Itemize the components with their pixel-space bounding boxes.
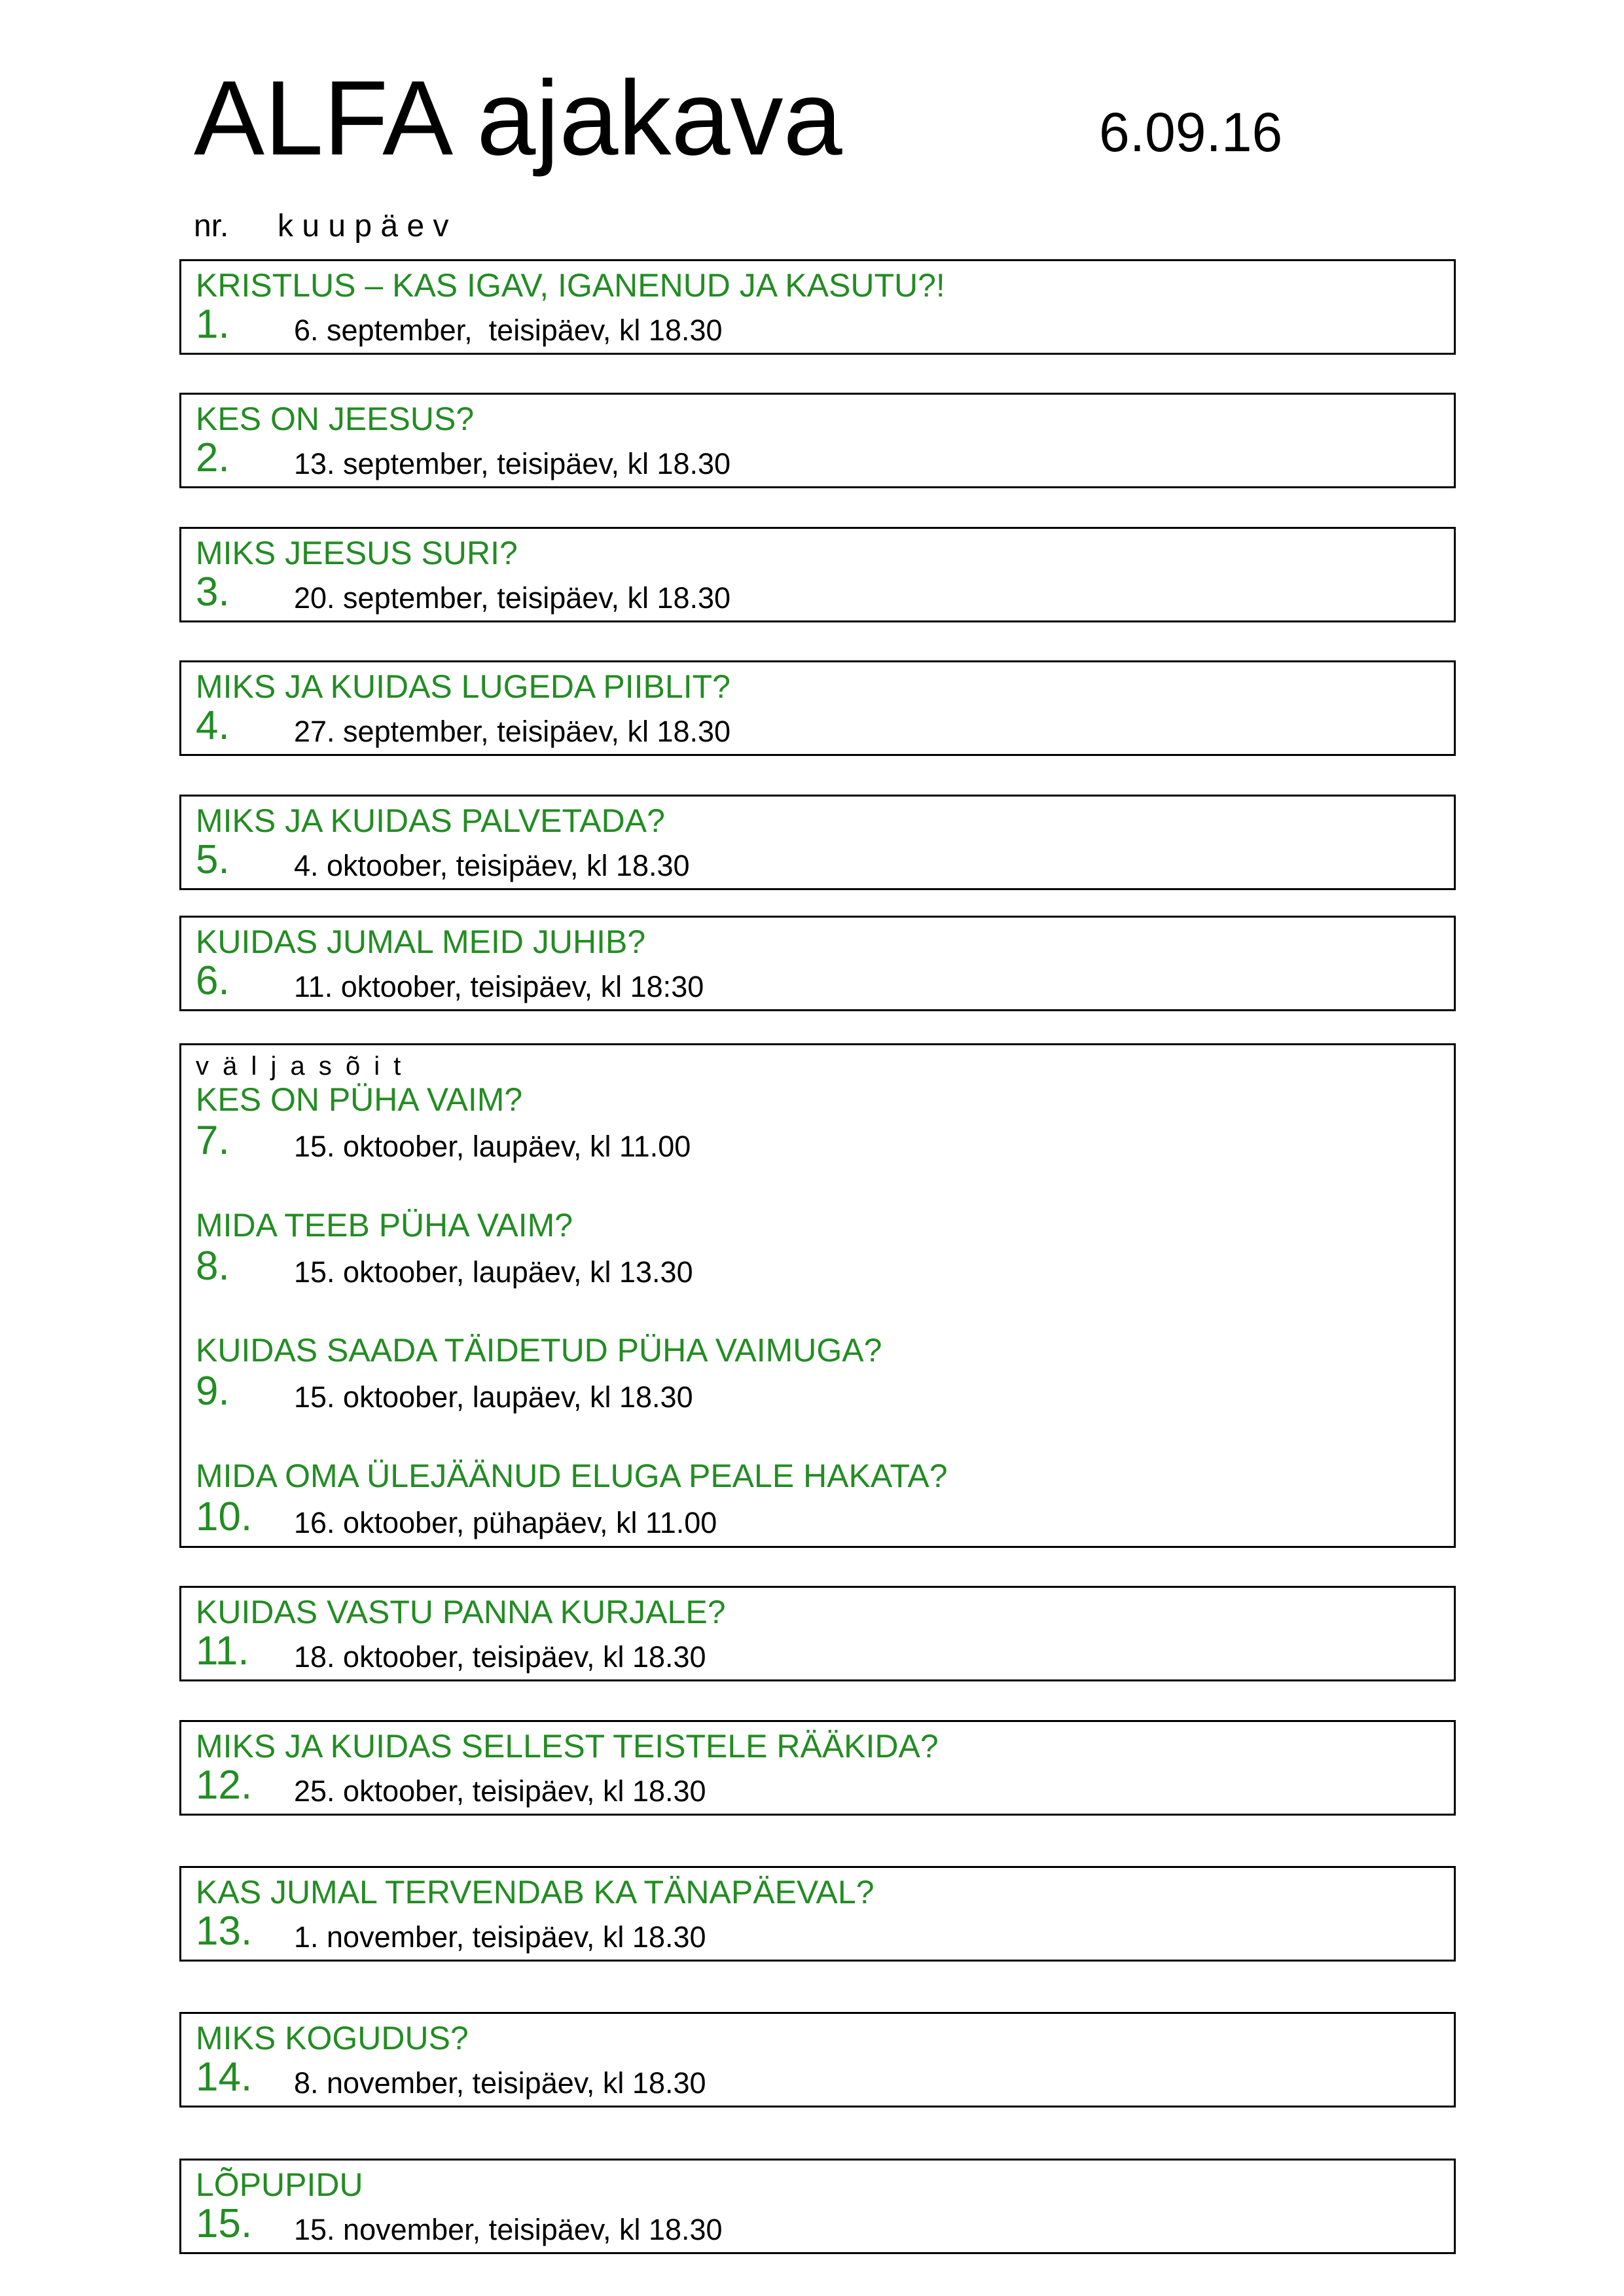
session-number: 11.	[196, 1628, 249, 1674]
session-topic: LÕPUPIDU	[196, 2166, 363, 2203]
session-topic: KUIDAS SAADA TÄIDETUD PÜHA VAIMUGA?	[196, 1332, 882, 1369]
session-datetime: 25. oktoober, teisipäev, kl 18.30	[294, 1774, 706, 1808]
document-date: 6.09.16	[1099, 101, 1283, 163]
session-topic: KES ON PÜHA VAIM?	[196, 1081, 523, 1118]
session-datetime: 6. september, teisipäev, kl 18.30	[294, 314, 723, 347]
session-box-13	[179, 1866, 1456, 1962]
session-number: 15.	[196, 2201, 253, 2246]
session-datetime: 16. oktoober, pühapäev, kl 11.00	[294, 1506, 717, 1539]
retreat-label: v ä l j a s õ i t	[196, 1052, 405, 1081]
session-box-3	[179, 527, 1456, 622]
session-number: 6.	[196, 958, 230, 1003]
session-number: 4.	[196, 703, 230, 748]
session-topic: MIKS JA KUIDAS SELLEST TEISTELE RÄÄKIDA?	[196, 1728, 939, 1765]
session-number: 10.	[196, 1494, 253, 1539]
session-number: 3.	[196, 569, 230, 615]
session-datetime: 15. november, teisipäev, kl 18.30	[294, 2213, 723, 2246]
session-box-14	[179, 2012, 1456, 2108]
session-box-4	[179, 660, 1456, 756]
session-topic: KES ON JEESUS?	[196, 401, 475, 437]
session-number: 8.	[196, 1244, 230, 1289]
session-datetime: 15. oktoober, laupäev, kl 18.30	[294, 1380, 693, 1414]
session-datetime: 27. september, teisipäev, kl 18.30	[294, 715, 731, 748]
session-box-6	[179, 916, 1456, 1011]
session-box-5	[179, 795, 1456, 890]
session-topic: KAS JUMAL TERVENDAB KA TÄNAPÄEVAL?	[196, 1874, 875, 1910]
session-box-2	[179, 393, 1456, 488]
session-number: 14.	[196, 2054, 253, 2100]
column-header-nr: nr.	[194, 209, 229, 243]
session-topic: MIKS KOGUDUS?	[196, 2020, 469, 2056]
session-topic: KUIDAS JUMAL MEID JUHIB?	[196, 924, 646, 960]
session-datetime: 15. oktoober, laupäev, kl 13.30	[294, 1255, 693, 1289]
session-datetime: 15. oktoober, laupäev, kl 11.00	[294, 1130, 691, 1163]
session-number: 2.	[196, 435, 230, 480]
session-datetime: 1. november, teisipäev, kl 18.30	[294, 1920, 706, 1954]
session-datetime: 8. november, teisipäev, kl 18.30	[294, 2066, 706, 2100]
session-box-15	[179, 2159, 1456, 2254]
session-datetime: 11. oktoober, teisipäev, kl 18:30	[294, 970, 704, 1003]
session-datetime: 20. september, teisipäev, kl 18.30	[294, 581, 731, 615]
session-number: 1.	[196, 302, 230, 347]
column-header-date: k u u p ä e v	[278, 209, 449, 243]
session-number: 9.	[196, 1369, 230, 1414]
session-box-1	[179, 259, 1456, 355]
session-topic: KRISTLUS – KAS IGAV, IGANENUD JA KASUTU?!	[196, 267, 945, 304]
session-topic: MIDA TEEB PÜHA VAIM?	[196, 1207, 573, 1244]
session-number: 5.	[196, 837, 230, 882]
session-box-12	[179, 1720, 1456, 1816]
session-box-11	[179, 1586, 1456, 1681]
session-datetime: 18. oktoober, teisipäev, kl 18.30	[294, 1640, 706, 1674]
session-topic: MIKS JA KUIDAS LUGEDA PIIBLIT?	[196, 668, 731, 705]
session-number: 12.	[196, 1763, 253, 1808]
session-topic: KUIDAS VASTU PANNA KURJALE?	[196, 1594, 726, 1630]
retreat-box	[179, 1043, 1456, 1548]
session-datetime: 13. september, teisipäev, kl 18.30	[294, 447, 731, 480]
session-datetime: 4. oktoober, teisipäev, kl 18.30	[294, 849, 690, 882]
session-topic: MIKS JA KUIDAS PALVETADA?	[196, 802, 665, 839]
session-topic: MIDA OMA ÜLEJÄÄNUD ELUGA PEALE HAKATA?	[196, 1458, 948, 1494]
session-topic: MIKS JEESUS SURI?	[196, 535, 518, 571]
page-title: ALFA ajakava	[194, 59, 842, 177]
session-number: 7.	[196, 1118, 230, 1163]
session-number: 13.	[196, 1909, 253, 1954]
